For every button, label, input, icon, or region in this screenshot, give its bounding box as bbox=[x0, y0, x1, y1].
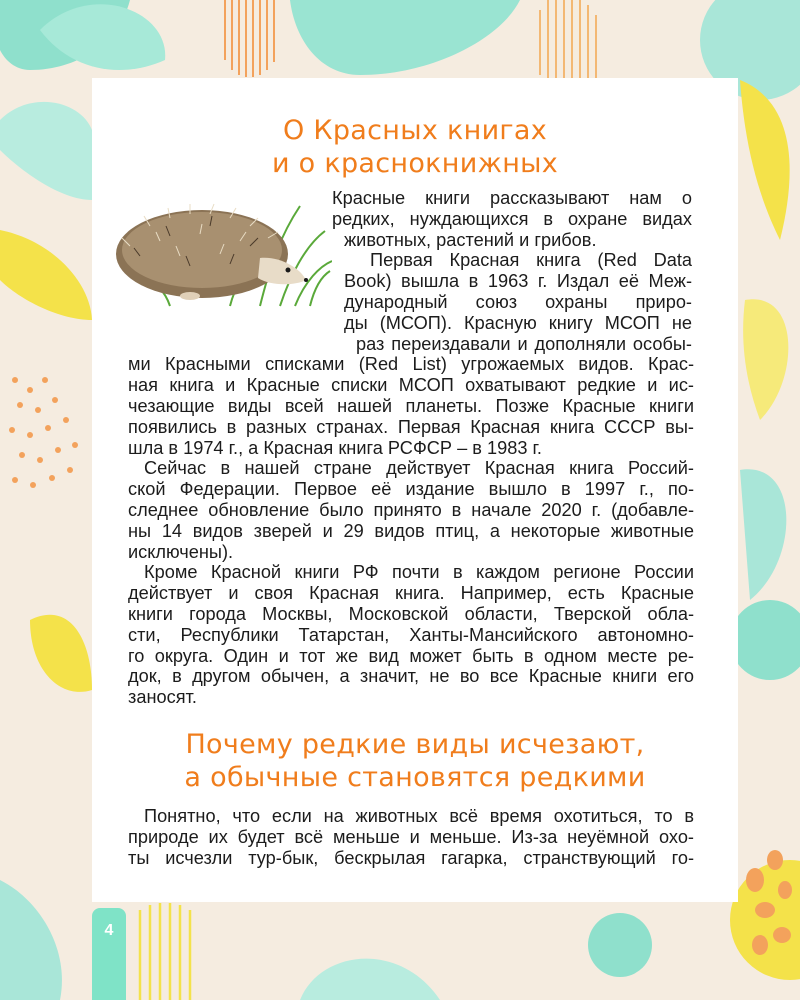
text-line: Кроме Красной книги РФ почти в каждом регионе России bbox=[144, 562, 694, 583]
text-line: действует и своя Красная книга. Например, есть Красные bbox=[128, 583, 694, 604]
title-line: Почему редкие виды исчезают, bbox=[185, 729, 645, 760]
title-line: О Красных книгах bbox=[282, 115, 548, 146]
title-line: и о краснокнижных bbox=[271, 148, 559, 179]
text-line: редких, нуждающихся в охране видах bbox=[332, 208, 692, 229]
text-line: док, в другом обычен, а значит, не во все Красные книги его bbox=[128, 666, 694, 687]
text-line: появились в разных странах. Первая Красная книга СССР вы- bbox=[128, 416, 694, 437]
hedgehog-illustration bbox=[110, 186, 332, 308]
text-line: ды (МСОП). Красную книгу МСОП не bbox=[344, 312, 692, 333]
text-line: природе их будет всё меньше и меньше. Из-за неуёмной охо- bbox=[128, 826, 694, 847]
text-line: чезающие виды всей нашей планеты. Позже Красные книги bbox=[128, 395, 694, 416]
text-line: ты исчезли тур-бык, бескрылая гагарка, странствующий го- bbox=[128, 847, 694, 868]
text-line: го округа. Один и тот же вид может быть в одном месте ре- bbox=[128, 645, 694, 666]
text-line: сти, Республики Татарстан, Ханты-Мансийского автономно- bbox=[128, 624, 694, 645]
text-line: Сейчас в нашей стране действует Красная книга Россий- bbox=[144, 458, 694, 479]
text-line: ная книга и Красные списки МСОП охватывают редкие и ис- bbox=[128, 375, 694, 396]
title-line: а обычные становятся редкими bbox=[184, 762, 646, 793]
page-number: 4 bbox=[104, 922, 114, 939]
text-line: ми Красными списками (Red List) угрожаемых видов. Крас- bbox=[128, 354, 694, 375]
text-line: Красные книги рассказывают нам о bbox=[332, 188, 692, 208]
text-line: животных, растений и грибов. bbox=[344, 229, 597, 250]
content-panel bbox=[92, 78, 738, 902]
text-line: Первая Красная книга (Red Data bbox=[370, 250, 692, 271]
text-line: следнее обновление было принято в начале 2020 г. (добавле- bbox=[128, 499, 694, 520]
section2-paragraph bbox=[128, 806, 694, 868]
text-line: заносят. bbox=[128, 687, 197, 708]
text-line: раз переиздавали и дополняли особы- bbox=[356, 333, 692, 354]
text-line: Book) вышла в 1963 г. Издал её Меж- bbox=[344, 271, 692, 292]
section-title-red-books bbox=[92, 114, 738, 180]
full-paragraphs bbox=[128, 354, 694, 708]
text-line: ны 14 видов зверей и 29 видов птиц, а некоторые животные bbox=[128, 520, 694, 541]
text-line: шла в 1974 г., а Красная книга РСФСР – в 1983 г. bbox=[128, 437, 542, 458]
text-line: дународный союз охраны приро- bbox=[344, 291, 692, 312]
text-line: Понятно, что если на животных всё время охотиться, то в bbox=[144, 806, 694, 826]
text-line: исключены). bbox=[128, 541, 234, 562]
wrapped-paragraph bbox=[332, 188, 692, 354]
text-line: книги города Москвы, Московской области, Тверской обла- bbox=[128, 603, 694, 624]
page-number-tab bbox=[92, 908, 126, 1000]
text-line: ской Федерации. Первое её издание вышло в 1997 г., по- bbox=[128, 479, 694, 500]
section-title-why-rare bbox=[92, 728, 738, 794]
